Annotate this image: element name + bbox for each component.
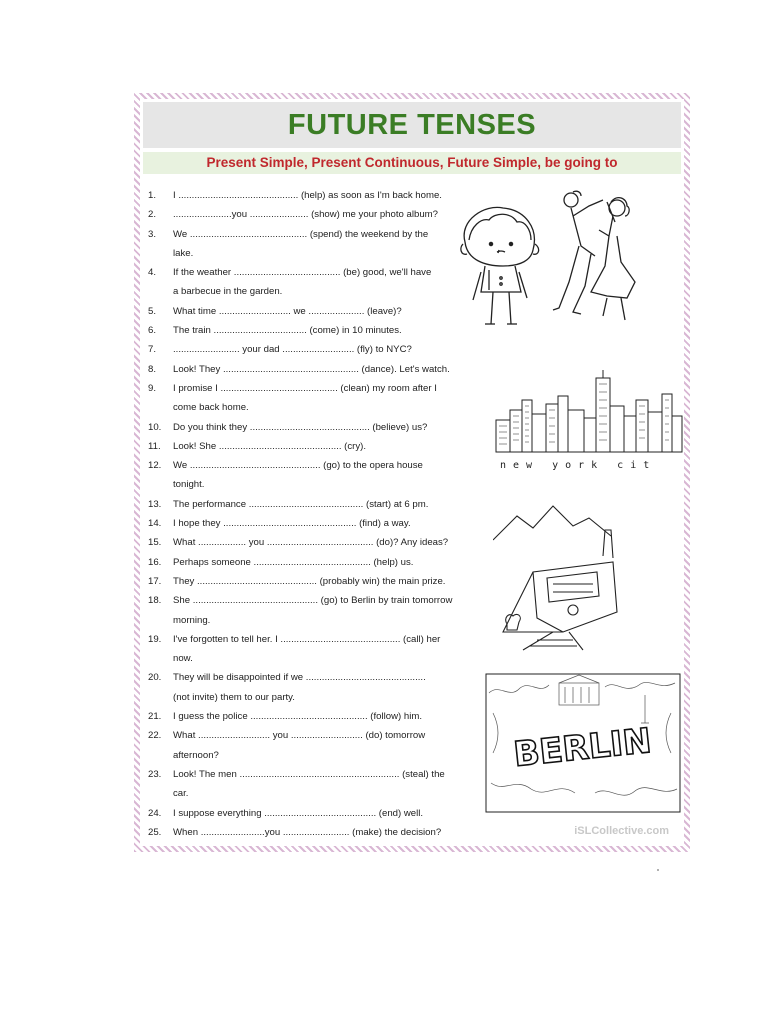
question-text: tonight.	[173, 479, 205, 491]
question-text: Perhaps someone ............................................ (help) us.	[173, 556, 414, 568]
question-number: 21.	[148, 711, 162, 723]
question-line	[148, 360, 468, 379]
question-text: I guess the police ............................................ (follow) him.	[173, 711, 422, 723]
question-line	[148, 746, 468, 765]
question-number: 1.	[148, 190, 157, 201]
question-text: We ................................................. (go) to the opera house	[173, 460, 423, 472]
question-number: 24.	[148, 807, 162, 819]
question-line	[148, 225, 468, 244]
question-number: 8.	[148, 363, 157, 375]
question-line	[148, 707, 468, 726]
question-number: 14.	[148, 518, 162, 530]
question-text: What .................. you ........................................ (do)? Any ideas?	[173, 537, 449, 549]
question-number: 15.	[148, 537, 162, 549]
question-text: The performance ........................................... (start) at 6 pm.	[173, 498, 429, 510]
dancing-couple-illustration	[551, 186, 643, 328]
question-line	[148, 379, 468, 398]
question-text: We ............................................ (spend) the weekend by the	[173, 228, 429, 240]
question-text: ......................you ...................... (show) me your photo album?	[173, 209, 438, 221]
question-line	[148, 321, 468, 340]
question-line	[148, 823, 468, 842]
question-text: What time ........................... we ..................... (leave)?	[173, 305, 402, 317]
question-line	[148, 611, 468, 630]
question-number: 12.	[148, 460, 162, 472]
question-line	[148, 244, 468, 263]
question-line	[148, 765, 468, 784]
question-text: Look! She .............................................. (cry).	[173, 440, 366, 452]
question-text: morning.	[173, 614, 211, 626]
question-text: ......................... your dad ........................... (fly) to NYC?	[173, 344, 412, 356]
question-number: 6.	[148, 325, 157, 337]
question-line	[148, 186, 468, 205]
question-text: What ........................... you ........................... (do) tomorrow	[173, 730, 426, 742]
worksheet	[134, 93, 690, 852]
question-line	[148, 398, 468, 417]
new-york-skyline-illustration	[490, 370, 684, 470]
question-line	[148, 456, 468, 475]
question-text: I suppose everything .......................................... (end) well.	[173, 807, 424, 819]
question-number: 19.	[148, 633, 162, 645]
question-line	[148, 630, 468, 649]
question-text: Look! The men ............................................................ (steal) the	[173, 768, 445, 780]
question-text: (not invite) them to our party.	[173, 691, 295, 703]
question-number: 4.	[148, 267, 157, 279]
question-line	[148, 804, 468, 823]
question-number: 2.	[148, 209, 157, 221]
question-line	[148, 553, 468, 572]
question-text: I ............................................. (help) as soon as I'm back home.	[173, 190, 442, 201]
question-line	[148, 726, 468, 745]
question-text: I hope they .................................................. (find) a way.	[173, 518, 411, 530]
question-line	[148, 649, 468, 668]
question-text: Do you think they ............................................. (believe) us?	[173, 421, 428, 433]
question-text: car.	[173, 788, 189, 800]
question-number: 3.	[148, 228, 157, 240]
question-number: 23.	[148, 768, 162, 780]
question-text: a barbecue in the garden.	[173, 286, 283, 298]
question-line	[148, 668, 468, 687]
question-number: 20.	[148, 672, 162, 684]
berlin-text: BERLIN	[511, 720, 654, 776]
question-line	[148, 688, 468, 707]
question-number: 16.	[148, 556, 162, 568]
question-text: When ........................you ......................... (make) the decision?	[173, 826, 442, 838]
question-number: 11.	[148, 440, 161, 452]
sad-girl-illustration	[455, 200, 547, 328]
train-illustration	[493, 500, 623, 652]
stray-mark	[657, 869, 659, 871]
question-line	[148, 437, 468, 456]
question-number: 17.	[148, 575, 162, 587]
question-line	[148, 572, 468, 591]
question-number: 13.	[148, 498, 162, 510]
worksheet-title: FUTURE TENSES	[143, 102, 681, 148]
city-caption: new york cit	[500, 460, 657, 470]
question-line	[148, 418, 468, 437]
question-number: 18.	[148, 595, 162, 607]
question-line	[148, 495, 468, 514]
question-number: 25.	[148, 826, 162, 838]
question-number: 7.	[148, 344, 157, 356]
question-text: She ............................................... (go) to Berlin by train tomorrow	[173, 595, 453, 607]
question-text: lake.	[173, 247, 194, 259]
question-line	[148, 340, 468, 359]
question-line	[148, 475, 468, 494]
question-text: They ............................................. (probably win) the main prize.	[173, 575, 446, 587]
question-number: 10.	[148, 421, 162, 433]
question-line	[148, 784, 468, 803]
question-text: I promise I ............................................ (clean) my room after I	[173, 382, 437, 394]
question-number: 22.	[148, 730, 162, 742]
question-text: If the weather ........................................ (be) good, we'll have	[173, 267, 432, 279]
question-text: now.	[173, 653, 193, 665]
worksheet-subtitle: Present Simple, Present Continuous, Future Simple, be going to	[143, 152, 681, 174]
question-text: afternoon?	[173, 749, 219, 761]
question-line	[148, 591, 468, 610]
question-number: 9.	[148, 382, 157, 394]
question-line	[148, 533, 468, 552]
question-line	[148, 263, 468, 282]
question-number: 5.	[148, 305, 157, 317]
question-line	[148, 514, 468, 533]
question-text: They will be disappointed if we .............................................	[173, 672, 426, 684]
berlin-graffiti-illustration	[485, 673, 681, 813]
question-list	[148, 186, 468, 842]
question-text: Look! They ................................................... (dance). Let's watch.	[173, 363, 450, 375]
question-text: The train ................................... (come) in 10 minutes.	[173, 325, 402, 337]
question-line	[148, 282, 468, 301]
question-text: come back home.	[173, 402, 249, 414]
watermark: iSLCollective.com	[574, 825, 669, 837]
question-line	[148, 302, 468, 321]
question-text: I've forgotten to tell her. I ............................................. (call) her	[173, 633, 441, 645]
question-line	[148, 205, 468, 224]
